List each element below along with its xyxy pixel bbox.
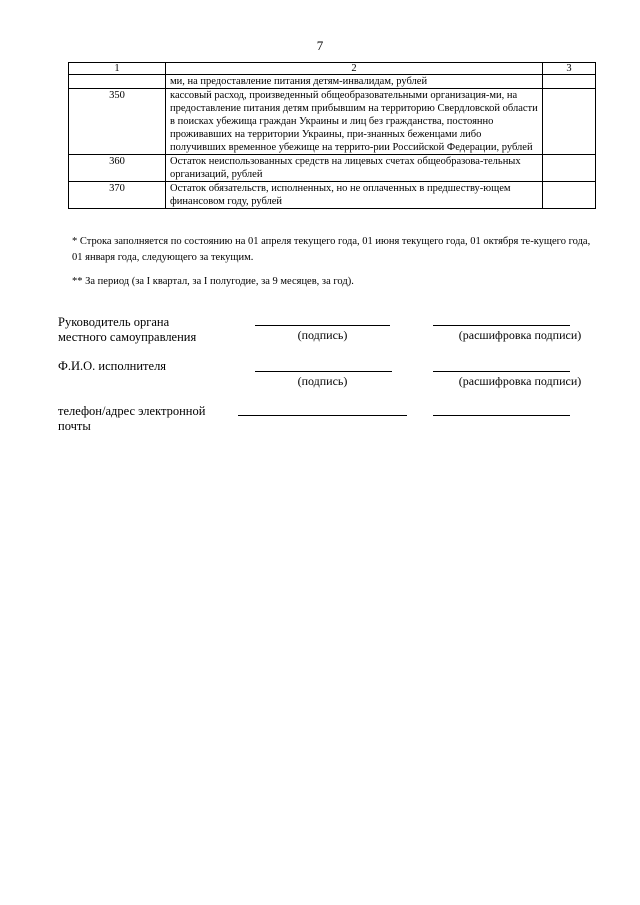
header-col-1: 1: [69, 63, 166, 75]
row-text: ми, на предоставление питания детям-инвалидам, рублей: [166, 75, 543, 89]
row-code: 350: [69, 89, 166, 155]
row-value: [543, 155, 596, 182]
report-table: [68, 62, 596, 209]
footnote-1: * Строка заполняется по состоянию на 01 апреля текущего года, 01 июня текущего года, 01 октября те-кущего года, 01 января года, следующего за текущим.: [72, 236, 591, 263]
executor-transcript-caption: (расшифровка подписи): [458, 374, 582, 388]
executor-transcript-line[interactable]: [433, 371, 570, 372]
row-text: Остаток неиспользованных средств на лицевых счетах общеобразова-тельных организаций, рублей: [166, 155, 543, 182]
head-signature-line[interactable]: [255, 325, 390, 326]
header-col-3: 3: [543, 63, 596, 75]
table-row: [69, 182, 596, 209]
row-value: [543, 182, 596, 209]
row-code: 370: [69, 182, 166, 209]
contact-line-2[interactable]: [433, 415, 570, 416]
table-row: [69, 155, 596, 182]
table-row: [69, 75, 596, 89]
contact-label-line-1: телефон/адрес электронной: [58, 404, 206, 418]
head-transcript-caption: (расшифровка подписи): [458, 328, 582, 342]
contact-label: [58, 404, 205, 434]
row-text: кассовый расход, произведенный общеобразовательными организация-ми, на предоставление питания детям прибывшим на территорию Свердловской области в поисках убежища граждан Украины и лиц без гражданства, постоянно проживавших на территории Украины, при-знанных беженцами либо получивших временное убежище на террито-рии Российской Федерации, рублей: [166, 89, 543, 155]
row-code: [69, 75, 166, 89]
head-signature-caption: (подпись): [297, 328, 348, 342]
contact-label-line-2: почты: [58, 419, 91, 433]
executor-signature-caption: (подпись): [297, 374, 348, 388]
table-header-row: [69, 63, 596, 75]
row-value: [543, 89, 596, 155]
row-text: Остаток обязательств, исполненных, но не оплаченных в предшеству-ющем финансовом году, рублей: [166, 182, 543, 209]
executor-label: Ф.И.О. исполнителя: [58, 359, 167, 373]
contact-line-1[interactable]: [238, 415, 407, 416]
head-label-line-1: Руководитель органа: [58, 315, 170, 329]
head-transcript-line[interactable]: [433, 325, 570, 326]
row-code: 360: [69, 155, 166, 182]
header-col-2: 2: [166, 63, 543, 75]
footnote-2: ** За период (за I квартал, за I полугодие, за 9 месяцев, за год).: [72, 276, 354, 287]
row-value: [543, 75, 596, 89]
page-number: 7: [316, 38, 324, 53]
head-label-line-2: местного самоуправления: [58, 330, 197, 344]
executor-signature-line[interactable]: [255, 371, 392, 372]
table-row: [69, 89, 596, 155]
head-label: [58, 315, 196, 345]
